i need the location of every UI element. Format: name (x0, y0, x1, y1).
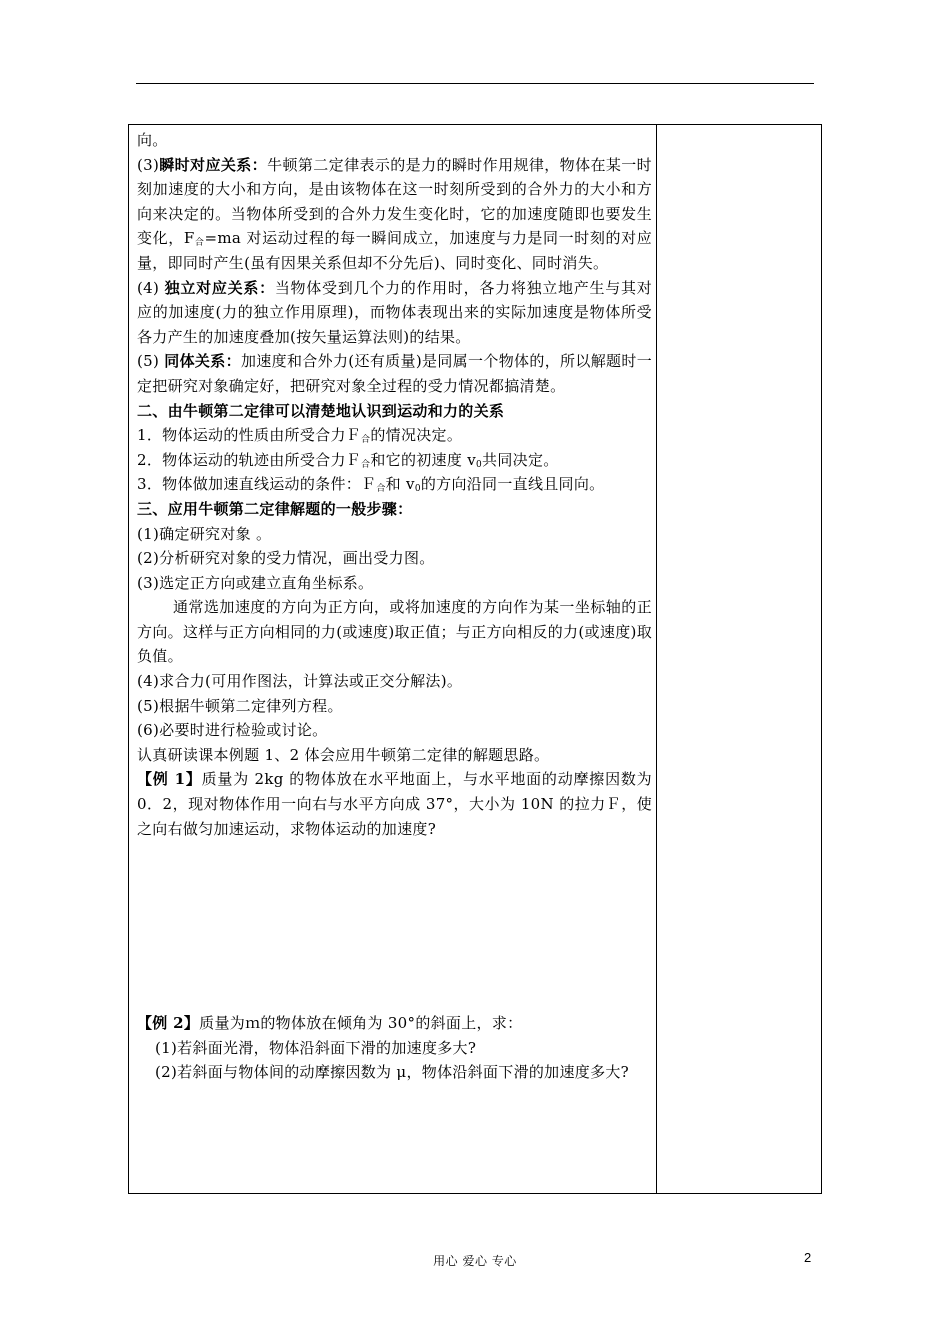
section-heading-2: 二、由牛顿第二定律可以清楚地认识到运动和力的关系 (137, 401, 505, 420)
example-text: 质量为ｍ的物体放在倾角为 30°的斜面上，求： (199, 1014, 523, 1033)
text-line: 向。 (137, 131, 168, 149)
item-number: (4) (137, 278, 165, 297)
text-run: 加速度和合外力(还有质量)是同属一个物体的，所以解题时一定把研究对象确定好，把研究对象全过程的受力情况都搞清楚。 (137, 352, 653, 395)
step-item: (2)分析研究对象的受力情况，画出受力图。 (137, 549, 435, 568)
subscript: 0 (414, 484, 421, 495)
subscript: 合 (194, 238, 205, 249)
step-item: (4)求合力(可用作图法，计算法或正交分解法)。 (137, 672, 463, 691)
subscript: 0 (476, 459, 483, 470)
paragraph-independent (137, 276, 652, 350)
text-run: 的情况决定。 (370, 426, 463, 445)
example-text: 质量为 2kg 的物体放在水平地面上，与水平地面的动摩擦因数为 0．2，现对物体作用一向右与水平方向成 37°，大小为 10N 的拉力Ｆ，使之向右做匀加速运动，求物体运动的加速度? (137, 770, 652, 838)
answer-space (137, 841, 652, 1011)
text-run: 的方向沿同一直线且同向。 (420, 475, 605, 494)
subscript: 合 (376, 484, 386, 495)
example-question: (1)若斜面光滑，物体沿斜面下滑的加速度多大? (155, 1038, 477, 1057)
example-tag: 【例 2】 (137, 1014, 200, 1033)
list-item (137, 423, 652, 448)
list-item (137, 448, 652, 473)
step-item: (1)确定研究对象 。 (137, 524, 272, 543)
example-question: (2)若斜面与物体间的动摩擦因数为 μ，物体沿斜面下滑的加速度多大? (155, 1063, 630, 1082)
list-item (137, 472, 652, 497)
step-item: (6)必要时进行检验或讨论。 (137, 721, 328, 740)
paragraph-same-body (137, 349, 652, 398)
item-number: (5) (137, 352, 165, 371)
paragraph-instantaneous (137, 153, 652, 276)
item-number: (3) (137, 155, 160, 174)
text-run: 3．物体做加速直线运动的条件：Ｆ (137, 475, 377, 494)
example-1 (137, 767, 652, 841)
footer-slogan: 用心 爱心 专心 (433, 1254, 517, 1268)
step-item: (3)选定正方向或建立直角坐标系。 (137, 573, 374, 592)
text-run: 1．物体运动的性质由所受合力Ｆ (137, 426, 362, 445)
text-run: 牛顿第二定律表示的是力的瞬时作用规律，物体在某一时刻加速度的大小和方向，是由该物体在这一时刻所受到的合外力的大小和方向来决定的。当物体所受到的合外力发生变化时，它的加速度随即也要发生变化，F (137, 155, 652, 248)
example-tag: 【例 1】 (137, 770, 202, 789)
subscript: 合 (361, 459, 371, 470)
paragraph (137, 128, 652, 153)
text-run: 当物体受到几个力的作用时，各力将独立地产生与其对应的加速度(力的独立作用原理)，而物体表现出来的实际加速度是物体所受各力产生的加速度叠加(按矢量运算法则)的结果。 (137, 278, 653, 346)
header-rule (136, 83, 814, 84)
text-run: 2．物体运动的轨迹由所受合力Ｆ (137, 450, 362, 469)
example-2 (137, 1011, 652, 1036)
notes-column-divider (656, 124, 657, 1194)
section-heading-3: 三、应用牛顿第二定律解题的一般步骤： (137, 499, 413, 518)
step-note: 通常选加速度的方向为正方向，或将加速度的方向作为某一坐标轴的正方向。这样与正方向相同的力(或速度)取正值；与正方向相反的力(或速度)取负值。 (137, 598, 652, 666)
text-run: 共同决定。 (482, 450, 559, 469)
step-item: (5)根据牛顿第二定律列方程。 (137, 696, 343, 715)
reading-instruction: 认真研读课本例题 1、2 体会应用牛顿第二定律的解题思路。 (137, 745, 550, 764)
subscript: 合 (361, 435, 371, 446)
term-heading: 同体关系： (164, 352, 241, 371)
term-heading: 瞬时对应关系： (159, 155, 268, 174)
text-run: 和它的初速度 v (370, 450, 477, 469)
page-number: 2 (804, 1250, 812, 1265)
text-run: 和 v (385, 475, 415, 494)
term-heading: 独立对应关系： (164, 278, 275, 297)
text-run: =ma 对运动过程的每一瞬间成立，加速度与力是同一时刻的对应量，即同时产生(虽有因果关系但却不分先后)、同时变化、同时消失。 (137, 229, 652, 272)
lesson-content (137, 128, 652, 1085)
